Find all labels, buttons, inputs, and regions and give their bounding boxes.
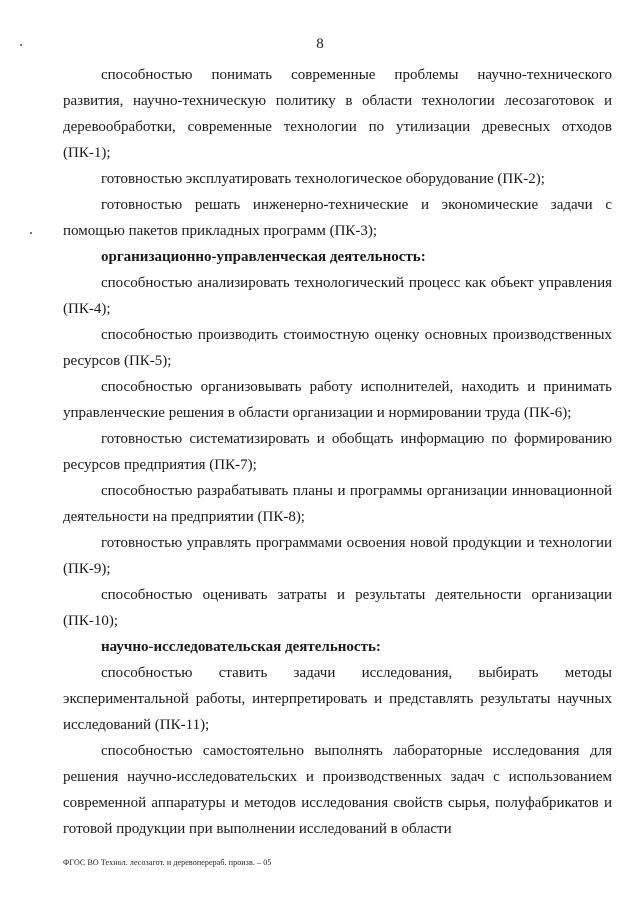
competency-item: способностью анализировать технологический процесс как объект управления (ПК-4);	[63, 275, 612, 317]
scan-speck	[30, 232, 32, 234]
body-text	[63, 62, 612, 842]
competency-item: способностью разрабатывать планы и программы организации инновационной деятельности на предприятии (ПК-8);	[63, 483, 612, 525]
competency-item: готовностью систематизировать и обобщать информацию по формированию ресурсов предприятия (ПК-7);	[63, 431, 612, 473]
competency-item: способностью оценивать затраты и результаты деятельности организации (ПК-10);	[63, 587, 612, 629]
section-heading: научно-исследовательская деятельность:	[101, 639, 381, 655]
competency-item: способностью понимать современные проблемы научно-технического развития, научно-техническую политику в области технологии лесозаготовок и деревообработки, современные технологии по утилизации древесных отходов (ПК-1);	[63, 67, 612, 161]
competency-item: способностью организовывать работу исполнителей, находить и принимать управленческие решения в области организации и нормировании труда (ПК-6);	[63, 379, 612, 421]
page-number: 8	[316, 36, 324, 52]
competency-item: готовностью решать инженерно-технические и экономические задачи с помощью пакетов прикладных программ (ПК-3);	[63, 197, 612, 239]
competency-item: способностью ставить задачи исследования, выбирать методы экспериментальной работы, интерпретировать и представлять результаты научных исследований (ПК-11);	[63, 665, 612, 733]
competency-item: способностью самостоятельно выполнять лабораторные исследования для решения научно-исследовательских и производственных задач с использованием современной аппаратуры и методов исследования свойств сырья, полуфабрикатов и готовой продукции при выполнении исследований в области	[63, 743, 612, 837]
competency-item: готовностью управлять программами освоения новой продукции и технологии (ПК-9);	[63, 535, 612, 577]
competency-item: способностью производить стоимостную оценку основных производственных ресурсов (ПК-5);	[63, 327, 612, 369]
document-footer: ФГОС ВО Технол. лесозагот. и деревоперераб. произв. – 05	[63, 858, 272, 867]
section-heading: организационно-управленческая деятельность:	[101, 249, 426, 265]
competency-item: готовностью эксплуатировать технологическое оборудование (ПК-2);	[101, 171, 545, 187]
